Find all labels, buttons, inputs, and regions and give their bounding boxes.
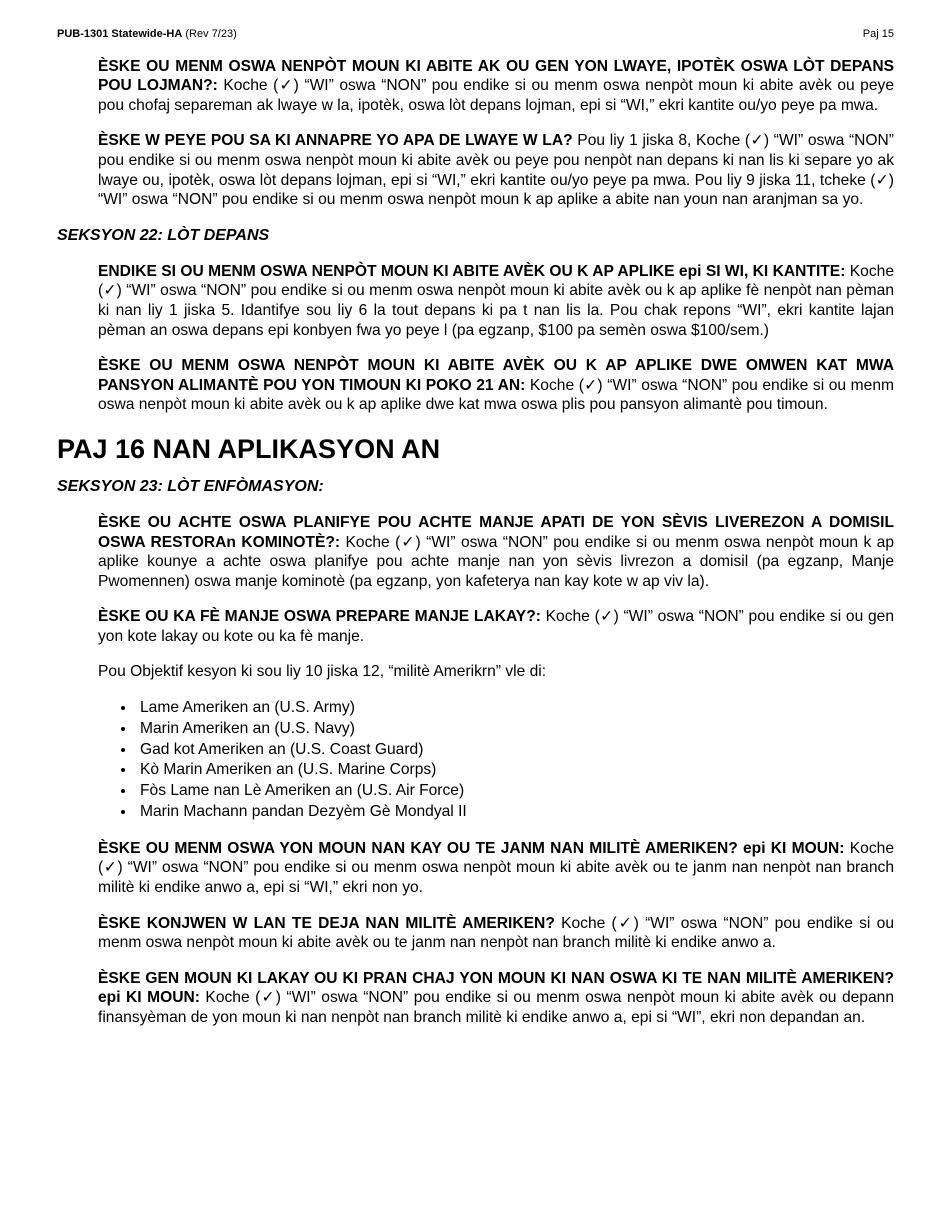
military-service-paragraph	[98, 839, 894, 898]
spouse-military-instructions: Koche (✓) “WI” oswa “NON” pou endike si ou menm oswa nenpòt moun ki abite avèk ou te janm nan nenpòt nan branch militè ki endike anwo a.	[98, 914, 894, 952]
military-dependent-paragraph	[98, 969, 894, 1028]
military-dependent-question: ÈSKE GEN MOUN KI LAKAY OU KI PRAN CHAJ YON MOUN KI NAN OSWA KI TE NAN MILITÈ AMERIKEN? epi KI MOUN:	[98, 969, 894, 1007]
revision-date: (Rev 7/23)	[185, 28, 237, 40]
spouse-military-question: ÈSKE KONJWEN W LAN TE DEJA NAN MILITÈ AMERIKEN?	[98, 914, 555, 932]
military-definition-intro: Pou Objektif kesyon ki sou liy 10 jiska 12, “militè Amerikrn” vle di:	[98, 663, 547, 681]
military-dependent-instructions: Koche (✓) “WI” oswa “NON” pou endike si ou menm oswa nenpòt moun ki abite avèk ou depann finansyèman de yon moun ki nan nenpòt nan branch militè ki endike anwo a, epi si “WI”, ekri non depandan an.	[98, 989, 894, 1026]
child-support-instructions: Koche (✓) “WI” oswa “NON” pou endike si ou menm oswa nenpòt moun ki abite avèk ou k ap aplike dwe kat mwa oswa plis pou pansyon alimantè pou timoun.	[98, 376, 894, 414]
other-expenses-instructions: Koche (✓) “WI” oswa “NON” pou endike si ou menm oswa nenpòt moun ki abite avèk ou k ap aplike fè nenpòt nan pèman ki nan liy 1 jiska 5. Idantifye sou liy 6 la tout depans ki pa t nan lis la. Pou chak repons “WI”, ekri kantite lajan pèman an oswa depans epi konbyen fwa yo peye l (pa egzanp, $100 pa semèn oswa $100/sem.)	[98, 262, 894, 339]
military-branches-list	[98, 698, 894, 823]
other-expenses-question: ENDIKE SI OU MENM OSWA NENPÒT MOUN KI ABITE AVÈK OU K AP APLIKE epi SI WI, KI KANTITE:	[98, 262, 846, 280]
meal-delivery-question: ÈSKE OU ACHTE OSWA PLANIFYE POU ACHTE MANJE APATI DE YON SÈVIS LIVEREZON A DOMISIL OSWA RESTORAn KOMINOTÈ?:	[98, 513, 894, 551]
child-support-paragraph	[98, 356, 894, 415]
spouse-military-paragraph	[98, 914, 894, 953]
separate-payments-question: ÈSKE W PEYE POU SA KI ANNAPRE YO APA DE LWAYE W LA?	[98, 132, 573, 150]
list-item: • Fòs Lame nan Lè Ameriken an (U.S. Air Force)	[136, 781, 894, 802]
section-22-heading: SEKSYON 22: LÒT DEPANS	[57, 226, 270, 244]
page-number: Paj 15	[862, 28, 894, 40]
cooking-question: ÈSKE OU KA FÈ MANJE OSWA PREPARE MANJE LAKAY?:	[98, 608, 541, 626]
cooking-paragraph	[98, 607, 894, 646]
list-item: • Marin Ameriken an (U.S. Navy)	[136, 719, 894, 740]
meal-delivery-paragraph	[98, 513, 894, 591]
document-id	[57, 27, 237, 41]
list-item: • Lame Ameriken an (U.S. Army)	[136, 698, 894, 719]
document-code: PUB-1301 Statewide-HA	[57, 28, 183, 40]
page-header	[57, 27, 894, 41]
military-service-question: ÈSKE OU MENM OSWA YON MOUN NAN KAY OU TE JANM NAN MILITÈ AMERIKEN? epi KI MOUN:	[98, 839, 845, 857]
housing-costs-paragraph	[98, 57, 894, 116]
child-support-question: ÈSKE OU MENM OSWA NENPÒT MOUN KI ABITE AVÈK OU K AP APLIKE DWE OMWEN KAT MWA PANSYON ALIMANTÈ POU YON TIMOUN KI POKO 21 AN:	[98, 357, 894, 394]
list-item: • Gad kot Ameriken an (U.S. Coast Guard)	[136, 740, 894, 761]
military-service-instructions: Koche (✓) “WI” oswa “NON” pou endike si ou menm oswa nenpòt moun ki abite avèk ou te janm nan nenpòt nan branch militè ki endike anwo a, epi si “WI,” ekri non yo.	[98, 839, 894, 897]
section-23-heading: SEKSYON 23: LÒT ENFÒMASYON:	[57, 477, 324, 495]
separate-payments-instructions: Pou liy 1 jiska 8, Koche (✓) “WI” oswa “NON” pou endike si ou menm oswa nenpòt moun ki abite avèk ou peye pou nenpòt nan depans ki nan lis ki separe yo ak lwaye ou, ipotèk, oswa lòt depans lojman, epi si “WI,” ekri kantite ou/yo peye pa mwa. Pou liy 9 jiska 11, tcheke (✓) “WI” oswa “NON” pou endike si ou menm oswa nenpòt moun k ap aplike a abite nan youn nan aranjman sa yo.	[98, 132, 894, 209]
document-page	[57, 27, 894, 1044]
page-16-heading: PAJ 16 NAN APLIKASYON AN	[57, 433, 441, 464]
meal-delivery-instructions: Koche (✓) “WI” oswa “NON” pou endike si ou menm oswa nenpòt moun k ap aplike kounye a achte oswa planifye pou achte manje nan yon sèvis livrezon a domisil (pa egzanp, Manje Pwomennen) oswa manje kominotè (pa egzanp, yon kafeterya nan kay kote w ap viv la).	[98, 533, 894, 590]
list-item: • Marin Machann pandan Dezyèm Gè Mondyal II	[136, 802, 894, 823]
separate-payments-paragraph	[98, 131, 894, 209]
housing-costs-instructions: Koche (✓) “WI” oswa “NON” pou endike si ou menm oswa nenpòt moun ki abite avèk ou peye pou chofaj separeman ak lwaye w la, ipotèk, oswa lòt depans lojman, epi si “WI,” ekri kantite ou/yo peye pa mwa.	[98, 77, 894, 114]
list-item: • Kò Marin Ameriken an (U.S. Marine Corps)	[136, 760, 894, 781]
other-expenses-paragraph	[98, 262, 894, 340]
cooking-instructions: Koche (✓) “WI” oswa “NON” pou endike si ou gen yon kote lakay ou kote ou ka fè manje.	[98, 608, 894, 645]
housing-costs-question: ÈSKE OU MENM OSWA NENPÒT MOUN KI ABITE AK OU GEN YON LWAYE, IPOTÈK OSWA LÒT DEPANS POU LOJMAN?:	[98, 57, 894, 95]
